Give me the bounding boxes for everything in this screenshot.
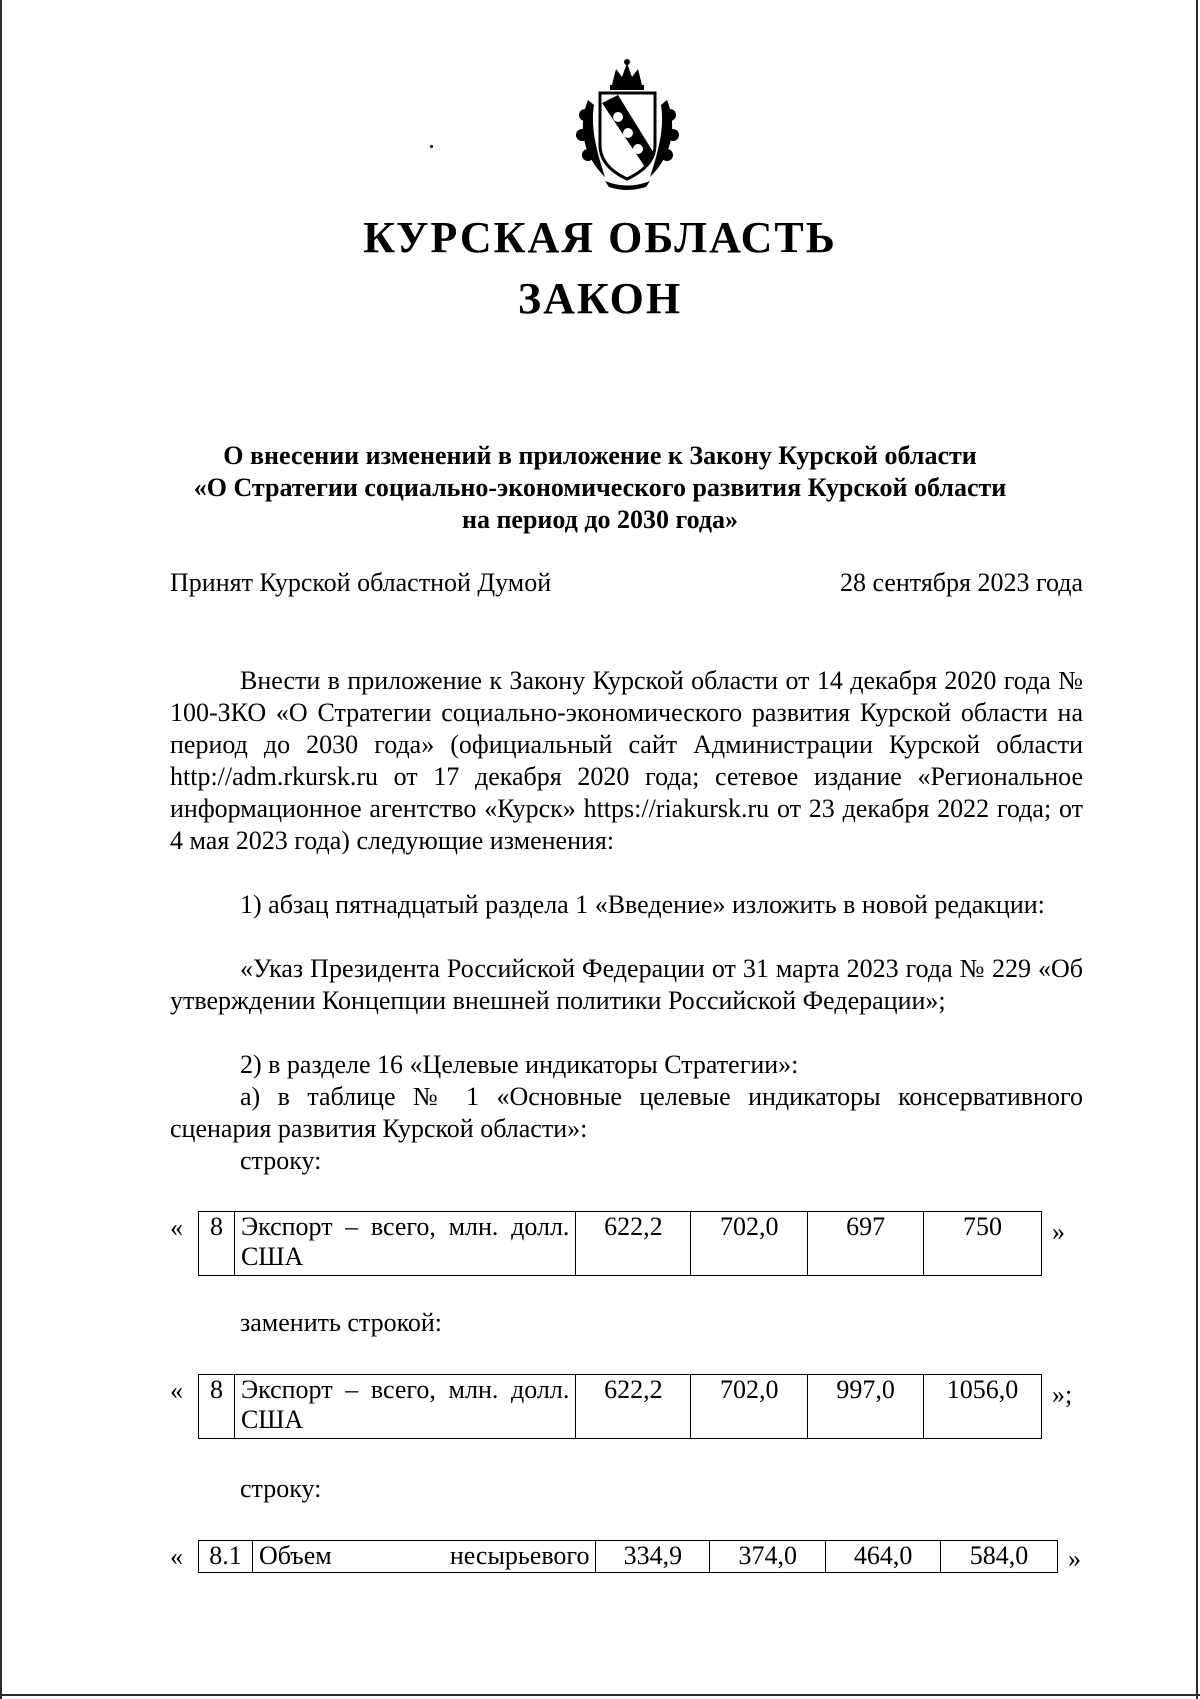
row-name-cell: Объем несырьевого xyxy=(252,1541,596,1573)
value-cell: 622,2 xyxy=(576,1212,691,1276)
document-type-heading: ЗАКОН xyxy=(517,274,683,323)
law-title-line: «О Стратегии социально-экономического развития Курской области xyxy=(193,473,1007,502)
open-quote: « xyxy=(170,1213,183,1242)
value-cell: 750 xyxy=(924,1212,1042,1276)
law-title xyxy=(140,440,1060,536)
value-cell: 702,0 xyxy=(691,1375,808,1439)
law-title-line: на период до 2030 года» xyxy=(461,505,739,534)
paragraph-item-1: 1) абзац пятнадцатый раздела 1 «Введение» изложить в новой редакции: xyxy=(240,890,1045,919)
table-row xyxy=(199,1541,1058,1573)
table-row xyxy=(199,1212,1042,1276)
close-quote: »; xyxy=(1052,1380,1073,1409)
close-quote: » xyxy=(1052,1217,1065,1246)
open-quote: « xyxy=(170,1376,183,1405)
value-cell: 464,0 xyxy=(826,1541,941,1573)
row-name-cell: Экспорт – всего, млн. долл. США xyxy=(234,1212,575,1276)
adoption-date: 28 сентября 2023 года xyxy=(839,568,1083,597)
adopted-by: Принят Курской областной Думой xyxy=(170,568,552,597)
value-cell: 374,0 xyxy=(710,1541,826,1573)
page-edge-bottom xyxy=(0,1694,1200,1696)
value-cell: 334,9 xyxy=(596,1541,710,1573)
coat-of-arms-emblem xyxy=(560,55,695,190)
paragraph-item-2a: а) в таблице № 1 «Основные целевые индикаторы консервативного сценария развития Курской области»: xyxy=(170,1082,1083,1143)
open-quote: « xyxy=(170,1542,183,1571)
paragraph-introduction: Внести в приложение к Закону Курской области от 14 декабря 2020 года № 100-ЗКО «О Стратегии социально-экономического развития Курской области на период до 2030 года» (официальный сайт Администрации Курской области http://adm.rkursk.ru от 17 декабря 2020 года; сетевое издание «Региональное информационное агентство «Курск» https://riakursk.ru от 23 декабря 2022 года; от 4 мая 2023 года) следующие изменения: xyxy=(170,666,1083,855)
value-cell: 622,2 xyxy=(576,1375,691,1439)
value-cell: 702,0 xyxy=(691,1212,808,1276)
region-heading: КУРСКАЯ ОБЛАСТЬ xyxy=(363,213,837,262)
row-name-cell: Экспорт – всего, млн. долл. США xyxy=(234,1375,575,1439)
table-row-81 xyxy=(198,1540,1058,1573)
value-cell: 584,0 xyxy=(941,1541,1058,1573)
law-title-line: О внесении изменений в приложение к Закону Курской области xyxy=(223,441,977,470)
row-number-cell: 8 xyxy=(199,1375,235,1439)
table-old-row xyxy=(198,1211,1042,1276)
row-number-cell: 8 xyxy=(199,1212,235,1276)
paragraph-item-2: 2) в разделе 16 «Целевые индикаторы Стратегии»: xyxy=(240,1050,799,1079)
paragraph-replace-label: заменить строкой: xyxy=(240,1308,443,1337)
scan-speck xyxy=(430,145,433,148)
table-row xyxy=(199,1375,1042,1439)
paragraph-row-label: строку: xyxy=(240,1146,322,1175)
value-cell: 697 xyxy=(808,1212,924,1276)
close-quote: » xyxy=(1068,1544,1081,1573)
value-cell: 997,0 xyxy=(808,1375,924,1439)
paragraph-row-label: строку: xyxy=(240,1474,322,1503)
row-number-cell: 8.1 xyxy=(199,1541,253,1573)
table-new-row xyxy=(198,1374,1042,1439)
value-cell: 1056,0 xyxy=(924,1375,1042,1439)
paragraph-quoted-decree: «Указ Президента Российской Федерации от 31 марта 2023 года № 229 «Об утверждении Концепции внешней политики Российской Федерации»; xyxy=(170,954,1083,1015)
